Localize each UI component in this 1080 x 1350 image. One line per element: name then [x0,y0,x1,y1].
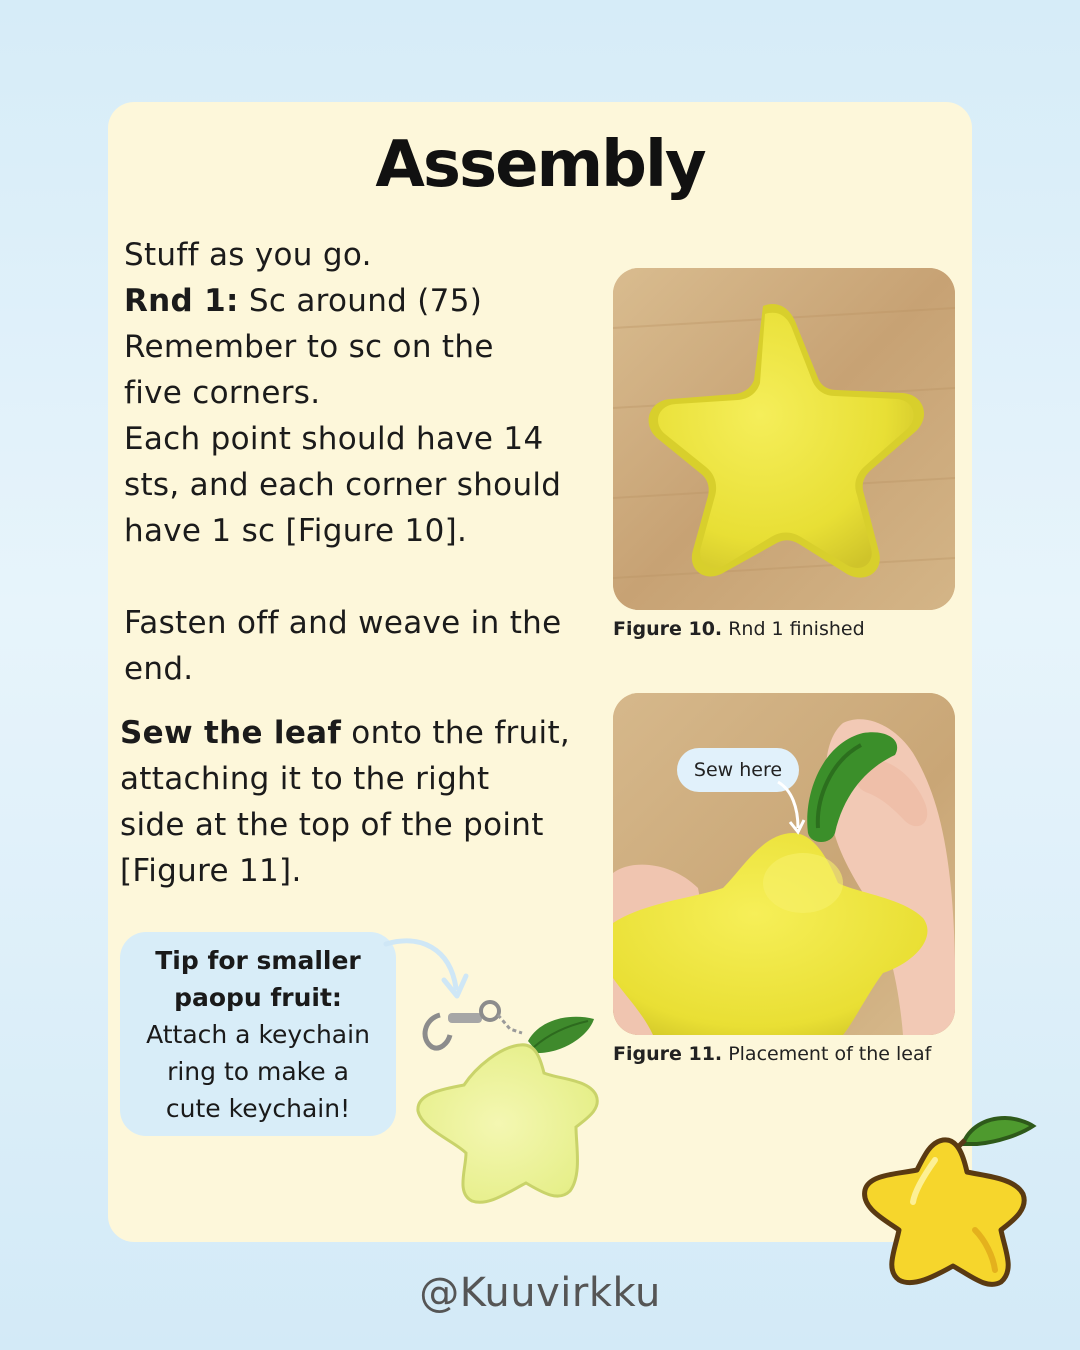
figure-10-photo [613,268,955,610]
text-line: Remember to sc on the [124,329,494,365]
text-line: five corners. [124,375,321,411]
author-handle: @Kuuvirkku [419,1270,661,1316]
text-line: [Figure 11]. [120,853,302,889]
figure-11-caption [613,1043,931,1065]
tip-bubble [120,932,396,1136]
round-text: Sc around (75) [238,283,483,319]
tip-title: paopu fruit: [174,983,342,1012]
figure-11-text: Placement of the leaf [722,1043,932,1065]
tip-text: ring to make a [167,1057,349,1086]
text-line [120,710,590,756]
figure-11-label: Figure 11. [613,1043,723,1065]
figure-10-text: Rnd 1 finished [722,618,865,640]
page-title: Assembly [375,128,705,202]
sew-leaf-rest: onto the fruit, [341,715,571,751]
text-line: Each point should have 14 [124,421,544,457]
paopu-fruit-star-icon [855,1110,1040,1290]
text-line [124,278,594,324]
sew-here-callout: Sew here [677,748,799,792]
figure-10-caption [613,618,865,640]
instructions-paragraph-2 [124,600,594,692]
text-line: sts, and each corner should [124,467,562,503]
tip-text: Attach a keychain [146,1020,370,1049]
text-line: have 1 sc [Figure 10]. [124,513,468,549]
text-line: attaching it to the right [120,761,490,797]
keychain-star-image [410,995,610,1225]
text-line: end. [124,651,194,687]
instructions-paragraph-1 [124,232,594,554]
figure-11-photo [613,693,955,1035]
instructions-paragraph-3 [120,710,590,894]
callout-arrow-icon [770,778,810,838]
figure-10-label: Figure 10. [613,618,723,640]
text-line: Stuff as you go. [124,237,372,273]
text-line: Fasten off and weave in the [124,605,562,641]
tip-title: Tip for smaller [155,946,361,975]
tip-text: cute keychain! [165,1094,351,1123]
crochet-star-image [613,268,955,610]
round-label: Rnd 1: [124,283,239,319]
sew-leaf-bold: Sew the leaf [120,715,342,751]
leaf-placement-image [613,693,955,1035]
text-line: side at the top of the point [120,807,544,843]
